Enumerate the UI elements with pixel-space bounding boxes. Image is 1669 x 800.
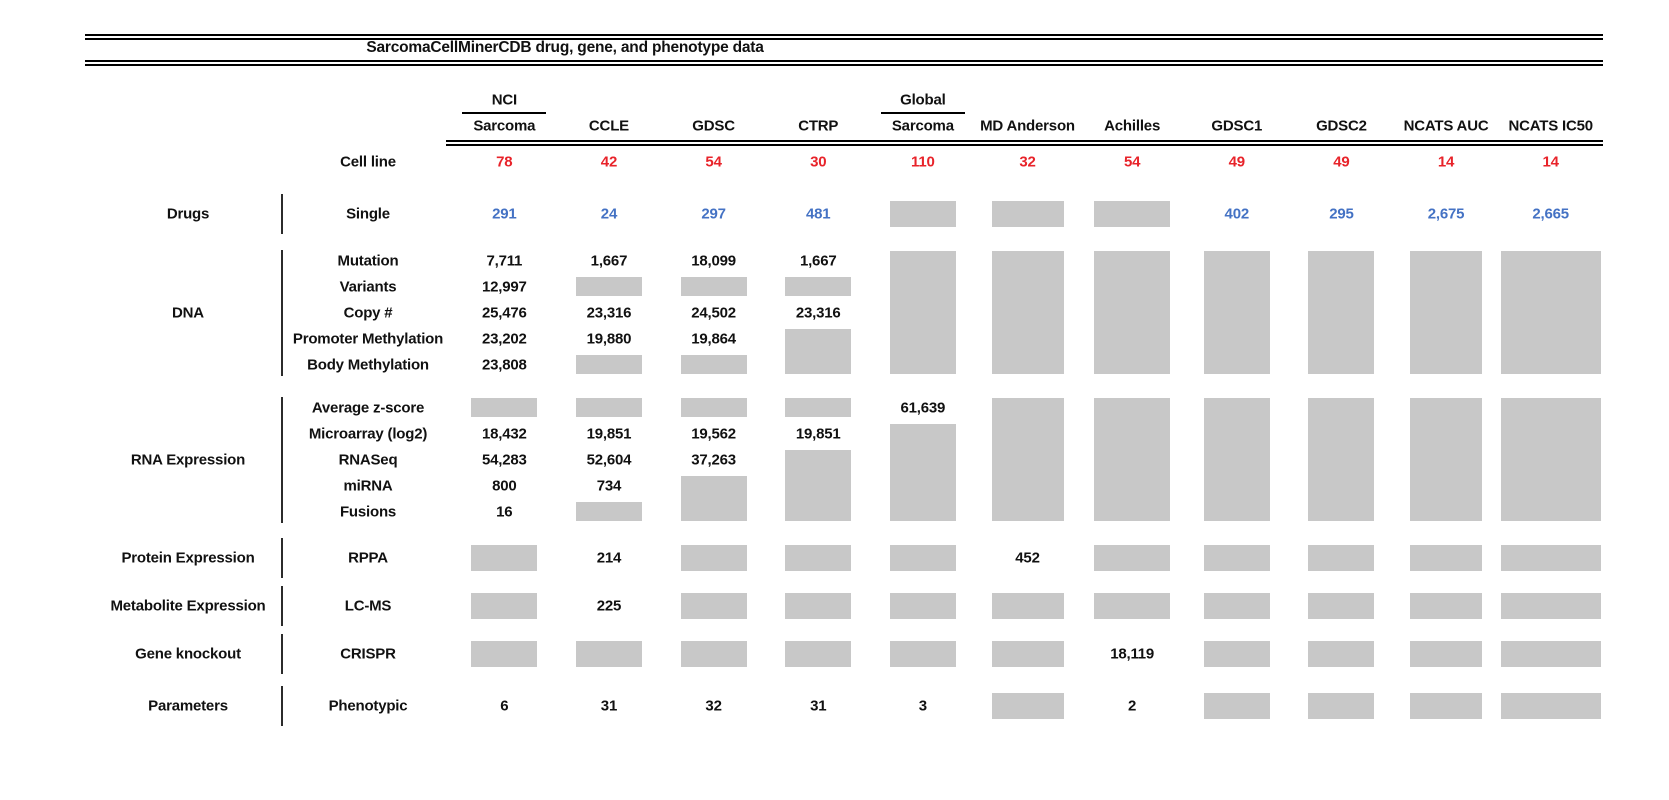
data-value-cell: 25,476 xyxy=(481,304,527,322)
missing-data-box xyxy=(1094,201,1170,227)
row-label-rnaseq: RNASeq xyxy=(338,451,398,469)
cell-line-count: 14 xyxy=(1542,153,1559,171)
row-label-lc-ms: LC-MS xyxy=(344,597,392,615)
data-value-cell: 452 xyxy=(1015,549,1040,567)
missing-data-box xyxy=(1501,398,1601,521)
column-header-global-sarcoma-line1: Global xyxy=(900,91,946,109)
title-top-rule xyxy=(85,34,1603,40)
data-value-cell: 19,562 xyxy=(691,425,736,443)
missing-data-box xyxy=(576,355,642,374)
missing-data-box xyxy=(1308,693,1374,719)
column-header-underline xyxy=(462,112,546,114)
category-label-rna-expression: RNA Expression xyxy=(130,451,246,469)
data-value-cell: 24,502 xyxy=(691,304,736,322)
column-header-nci-sarcoma-line1: NCI xyxy=(491,91,517,109)
missing-data-box xyxy=(992,641,1064,667)
section-divider-bar xyxy=(281,634,283,674)
section-divider-bar xyxy=(281,194,283,234)
missing-data-box xyxy=(1308,398,1374,521)
data-value-cell: 54,283 xyxy=(481,451,527,469)
section-divider-bar xyxy=(281,686,283,726)
missing-data-box xyxy=(471,641,537,667)
data-value-cell: 291 xyxy=(492,205,517,223)
column-header-gdsc2: GDSC2 xyxy=(1316,117,1367,135)
data-value-cell: 18,432 xyxy=(481,425,527,443)
missing-data-box xyxy=(1094,593,1170,619)
missing-data-box xyxy=(1204,545,1270,571)
data-value-cell: 32 xyxy=(705,697,722,715)
category-label-drugs: Drugs xyxy=(166,205,210,223)
row-label-crispr: CRISPR xyxy=(340,645,396,663)
missing-data-box xyxy=(1410,251,1482,374)
section-divider-bar xyxy=(281,538,283,578)
missing-data-box xyxy=(1501,251,1601,374)
cell-line-count: 110 xyxy=(911,153,935,171)
row-label-phenotypic: Phenotypic xyxy=(328,697,408,715)
data-value-cell: 1,667 xyxy=(799,252,837,270)
cell-line-count: 49 xyxy=(1333,153,1350,171)
cell-line-count: 78 xyxy=(496,153,513,171)
missing-data-box xyxy=(576,502,642,521)
row-label-copy: Copy # xyxy=(343,304,393,322)
cell-line-count: 14 xyxy=(1437,153,1455,171)
column-header-achilles: Achilles xyxy=(1104,117,1161,135)
column-header-nci-sarcoma-line2: Sarcoma xyxy=(473,117,536,135)
data-value-cell: 23,808 xyxy=(481,356,527,374)
cell-line-count: 49 xyxy=(1228,153,1245,171)
data-value-cell: 1,667 xyxy=(590,252,628,270)
figure-title: SarcomaCellMinerCDB drug, gene, and phenotype data xyxy=(366,39,764,56)
data-value-cell: 19,880 xyxy=(586,330,632,348)
missing-data-box xyxy=(471,593,537,619)
column-header-underline xyxy=(881,112,965,114)
missing-data-box xyxy=(1410,398,1482,521)
data-value-cell: 23,316 xyxy=(586,304,632,322)
missing-data-box xyxy=(1204,641,1270,667)
column-header-global-sarcoma-line2: Sarcoma xyxy=(891,117,954,135)
missing-data-box xyxy=(1094,398,1170,521)
data-value-cell: 2,675 xyxy=(1427,205,1465,223)
row-label-body-methylation: Body Methylation xyxy=(307,356,429,374)
column-header-ncats-ic50: NCATS IC50 xyxy=(1508,117,1593,135)
data-value-cell: 214 xyxy=(596,549,622,567)
data-value-cell: 402 xyxy=(1224,205,1249,223)
missing-data-box xyxy=(785,398,851,417)
row-label-variants: Variants xyxy=(339,278,397,296)
category-label-gene-knockout: Gene knockout xyxy=(135,645,241,663)
category-label-dna: DNA xyxy=(172,304,204,322)
data-value-cell: 52,604 xyxy=(586,451,632,469)
section-divider-bar xyxy=(281,397,283,523)
data-value-cell: 23,202 xyxy=(481,330,527,348)
missing-data-box xyxy=(785,450,851,521)
section-divider-bar xyxy=(281,586,283,626)
missing-data-box xyxy=(1204,398,1270,521)
row-label-fusions: Fusions xyxy=(339,503,397,521)
missing-data-box xyxy=(471,398,537,417)
missing-data-box xyxy=(1308,251,1374,374)
missing-data-box xyxy=(1204,251,1270,374)
data-value-cell: 295 xyxy=(1329,205,1354,223)
missing-data-box xyxy=(1501,593,1601,619)
cell-line-count: 30 xyxy=(810,153,827,171)
data-value-cell: 37,263 xyxy=(691,451,736,469)
missing-data-box xyxy=(785,545,851,571)
missing-data-box xyxy=(1410,641,1482,667)
data-value-cell: 734 xyxy=(596,477,622,495)
missing-data-box xyxy=(681,277,747,296)
missing-data-box xyxy=(681,476,747,521)
row-label-mirna: miRNA xyxy=(343,477,393,495)
cell-line-count: 42 xyxy=(600,153,618,171)
missing-data-box xyxy=(1308,545,1374,571)
row-label-average-z-score: Average z-score xyxy=(311,399,425,417)
category-label-metabolite-expression: Metabolite Expression xyxy=(110,597,266,615)
missing-data-box xyxy=(890,545,956,571)
data-value-cell: 12,997 xyxy=(481,278,527,296)
data-value-cell: 297 xyxy=(701,205,726,223)
row-label-rppa: RPPA xyxy=(348,549,388,567)
data-value-cell: 18,119 xyxy=(1110,645,1155,663)
missing-data-box xyxy=(471,545,537,571)
data-value-cell: 3 xyxy=(918,697,927,715)
missing-data-box xyxy=(890,424,956,521)
category-label-protein-expression: Protein Expression xyxy=(121,549,255,567)
missing-data-box xyxy=(1410,593,1482,619)
data-value-cell: 24 xyxy=(600,205,618,223)
missing-data-box xyxy=(681,593,747,619)
data-value-cell: 800 xyxy=(492,477,517,495)
missing-data-box xyxy=(576,398,642,417)
header-double-rule xyxy=(446,140,1603,146)
column-header-ccle: CCLE xyxy=(588,117,629,135)
data-value-cell: 225 xyxy=(596,597,622,615)
missing-data-box xyxy=(576,641,642,667)
column-header-gdsc1: GDSC1 xyxy=(1211,117,1263,135)
missing-data-box xyxy=(681,545,747,571)
missing-data-box xyxy=(681,641,747,667)
section-divider-bar xyxy=(281,250,283,376)
missing-data-box xyxy=(1501,693,1601,719)
missing-data-box xyxy=(1501,545,1601,571)
data-value-cell: 6 xyxy=(500,697,509,715)
data-value-cell: 61,639 xyxy=(900,399,946,417)
column-header-md-anderson: MD Anderson xyxy=(980,117,1075,135)
data-value-cell: 31 xyxy=(600,697,618,715)
data-value-cell: 481 xyxy=(806,205,831,223)
category-label-parameters: Parameters xyxy=(148,697,228,715)
row-label-promoter-methylation: Promoter Methylation xyxy=(292,330,444,348)
missing-data-box xyxy=(1204,693,1270,719)
cell-line-count: 32 xyxy=(1019,153,1036,171)
data-value-cell: 7,711 xyxy=(486,252,523,270)
missing-data-box xyxy=(1094,251,1170,374)
missing-data-box xyxy=(992,251,1064,374)
data-value-cell: 31 xyxy=(810,697,827,715)
missing-data-box xyxy=(992,398,1064,521)
data-value-cell: 16 xyxy=(496,503,513,521)
missing-data-box xyxy=(1410,693,1482,719)
missing-data-box xyxy=(1308,641,1374,667)
data-value-cell: 18,099 xyxy=(691,252,736,270)
missing-data-box xyxy=(1094,545,1170,571)
data-value-cell: 23,316 xyxy=(795,304,841,322)
column-header-gdsc: GDSC xyxy=(692,117,735,135)
missing-data-box xyxy=(992,693,1064,719)
missing-data-box xyxy=(785,277,851,296)
cell-line-row-label: Cell line xyxy=(340,153,396,171)
missing-data-box xyxy=(576,277,642,296)
data-value-cell: 19,851 xyxy=(586,425,632,443)
row-label-single: Single xyxy=(346,205,390,223)
data-value-cell: 19,864 xyxy=(691,330,736,348)
missing-data-box xyxy=(681,355,747,374)
missing-data-box xyxy=(681,398,747,417)
row-label-mutation: Mutation xyxy=(337,252,399,270)
missing-data-box xyxy=(890,641,956,667)
missing-data-box xyxy=(1410,545,1482,571)
column-header-ctrp: CTRP xyxy=(798,117,839,135)
missing-data-box xyxy=(890,201,956,227)
missing-data-box xyxy=(1204,593,1270,619)
missing-data-box xyxy=(992,201,1064,227)
missing-data-box xyxy=(890,251,956,374)
missing-data-box xyxy=(992,593,1064,619)
cell-line-count: 54 xyxy=(705,153,722,171)
cell-line-count: 54 xyxy=(1123,153,1141,171)
missing-data-box xyxy=(1501,641,1601,667)
title-bottom-rule xyxy=(85,60,1603,66)
missing-data-box xyxy=(785,641,851,667)
column-header-ncats-auc: NCATS AUC xyxy=(1403,117,1489,135)
missing-data-box xyxy=(785,593,851,619)
row-label-microarray-log2: Microarray (log2) xyxy=(308,425,428,443)
data-value-cell: 2 xyxy=(1128,697,1137,715)
missing-data-box xyxy=(890,593,956,619)
data-value-cell: 2,665 xyxy=(1532,205,1569,223)
missing-data-box xyxy=(785,329,851,374)
data-value-cell: 19,851 xyxy=(795,425,841,443)
missing-data-box xyxy=(1308,593,1374,619)
